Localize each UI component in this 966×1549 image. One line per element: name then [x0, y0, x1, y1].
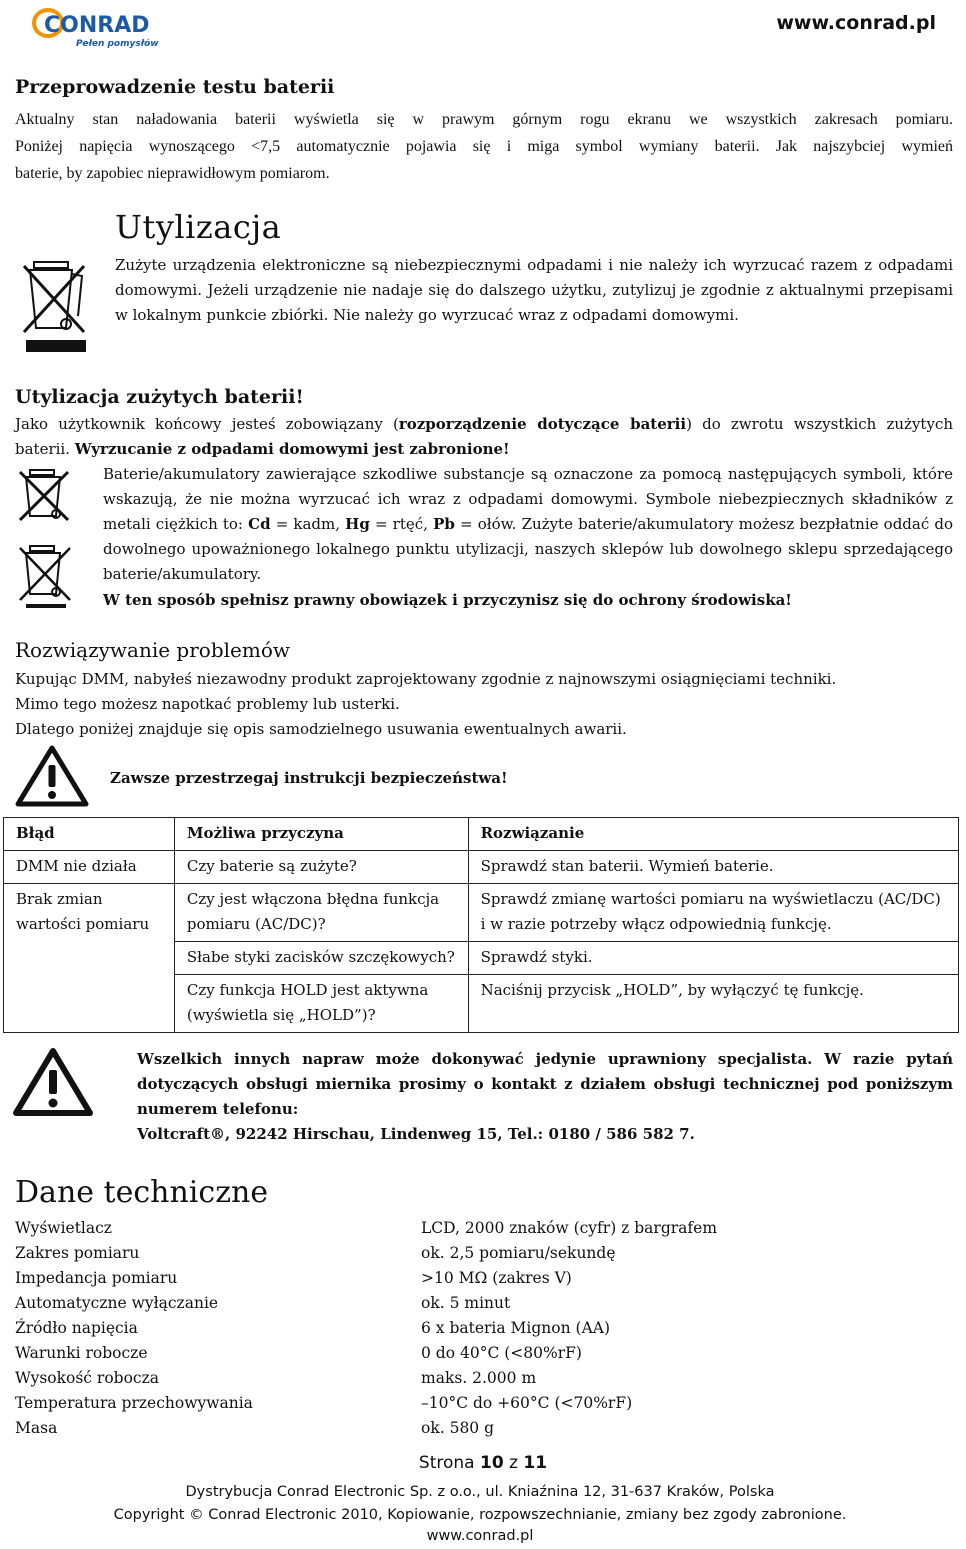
- spec-row: [15, 1319, 915, 1344]
- cell-solution: Sprawdź styki.: [468, 942, 958, 975]
- spec-value: 0 do 40°C (<80%rF): [421, 1344, 582, 1362]
- spec-label: Wyświetlacz: [15, 1219, 112, 1237]
- safety-warning: Zawsze przestrzegaj instrukcji bezpieczeństwa!: [110, 769, 508, 787]
- cell-cause: Słabe styki zacisków szczękowych?: [174, 942, 468, 975]
- spec-label: Warunki robocze: [15, 1344, 148, 1362]
- intro-line-3: Dlatego poniżej znajduje się opis samodzielnego usuwania ewentualnych awarii.: [15, 720, 627, 738]
- battery-test-heading: Przeprowadzenie testu baterii: [15, 76, 335, 98]
- bd-symbols-text: Baterie/akumulatory zawierające szkodliwe substancje są oznaczone za pomocą następujących symboli, które wskazują, że nie można wyrzucać ich wraz z odpadami domowymi. Symbole niebezpiecznych składników z metali ciężkich to:: [103, 465, 953, 533]
- symbol-cd-eq: = kadm,: [270, 515, 346, 533]
- page-current: 10: [480, 1453, 504, 1473]
- conrad-logo-graphic: [30, 6, 159, 50]
- symbol-hg: Hg: [345, 515, 370, 533]
- conrad-logo: [30, 6, 159, 50]
- spec-label: Automatyczne wyłączanie: [15, 1294, 219, 1312]
- page-total: 11: [523, 1453, 548, 1473]
- bd-regulation: rozporządzenie dotyczące baterii: [398, 415, 687, 433]
- spec-row: [15, 1294, 915, 1319]
- cell-solution: Sprawdź stan baterii. Wymień baterie.: [468, 851, 958, 884]
- battery-test-line-3: baterie, by zapobiec nieprawidłowym pomiarom.: [15, 165, 330, 182]
- spec-label: Masa: [15, 1419, 58, 1437]
- page-prefix: Strona: [418, 1453, 480, 1473]
- service-text: Wszelkich innych napraw może dokonywać jedynie uprawniony specjalista. W razie pytań dotyczących obsługi miernika prosimy o kontakt z działem obsługi technicznej pod poniższym numerem telefonu:: [137, 1050, 953, 1118]
- battery-disposal-heading: Utylizacja zużytych baterii!: [15, 386, 304, 408]
- spec-label: Impedancja pomiaru: [15, 1269, 178, 1287]
- logo-text: CONRAD: [44, 13, 150, 38]
- cell-error: Brak zmian wartości pomiaru: [4, 884, 175, 1033]
- spec-row: [15, 1244, 915, 1269]
- logo-tagline: Pełen pomysłów: [76, 39, 159, 49]
- troubleshooting-table: [3, 817, 959, 1033]
- service-contact: Voltcraft®, 92242 Hirschau, Lindenweg 15, Tel.: 0180 / 586 582 7.: [137, 1125, 695, 1143]
- battery-test-paragraph: [15, 106, 953, 187]
- cell-error: DMM nie działa: [4, 851, 175, 884]
- battery-disposal-paragraph-2: [103, 462, 953, 587]
- cell-cause: Czy jest włączona błędna funkcja pomiaru (AC/DC)?: [174, 884, 468, 942]
- spec-row: [15, 1369, 915, 1394]
- spec-row: [15, 1219, 915, 1244]
- spec-label: Temperatura przechowywania: [15, 1394, 253, 1412]
- cell-cause: Czy funkcja HOLD jest aktywna (wyświetla się „HOLD”)?: [174, 975, 468, 1033]
- header-url[interactable]: www.conrad.pl: [776, 12, 936, 34]
- battery-bin-icon-1: [16, 466, 74, 528]
- header-solution: Rozwiązanie: [468, 818, 958, 851]
- spec-value: 6 x bateria Mignon (AA): [421, 1319, 611, 1337]
- cell-cause: Czy baterie są zużyte?: [174, 851, 468, 884]
- spec-value: ok. 580 g: [421, 1419, 495, 1437]
- footer-distribution: Dystrybucja Conrad Electronic Sp. z o.o., ul. Kniaźnina 12, 31-637 Kraków, Polska: [185, 1484, 775, 1500]
- bin-icon: [22, 256, 90, 356]
- spec-row: [15, 1344, 915, 1369]
- spec-row: [15, 1269, 915, 1294]
- header-cause: Możliwa przyczyna: [174, 818, 468, 851]
- spec-row: [15, 1419, 915, 1444]
- table-row: [4, 851, 959, 884]
- bd-text-c: ) do zwrotu wszystkich zużytych baterii.: [15, 415, 953, 458]
- battery-test-line-2: Poniżej napięcia wynoszącego <7,5 automatycznie pojawia się i miga symbol wymiany baterii. Jak najszybciej wymień: [15, 138, 953, 155]
- header-error: Błąd: [4, 818, 175, 851]
- bd-forbidden: Wyrzucanie z odpadami domowymi jest zabronione!: [74, 440, 510, 458]
- cell-solution: Sprawdź zmianę wartości pomiaru na wyświetlaczu (AC/DC) i w razie potrzeby włącz odpowiednią funkcję.: [468, 884, 958, 942]
- disposal-heading: Utylizacja: [115, 208, 282, 246]
- footer-copyright: Copyright © Conrad Electronic 2010, Kopiowanie, rozpowszechnianie, zmiany bez zgody zabronione.: [113, 1507, 847, 1523]
- troubleshooting-intro: [15, 667, 836, 742]
- intro-line-2: Mimo tego możesz napotkać problemy lub usterki.: [15, 695, 400, 713]
- spec-value: –10°C do +60°C (<70%rF): [421, 1394, 633, 1412]
- troubleshooting-heading: Rozwiązywanie problemów: [15, 638, 290, 662]
- bd-text-a: Jako użytkownik końcowy jesteś zobowiązany (: [15, 415, 399, 433]
- table-row: [4, 884, 959, 942]
- battery-disposal-paragraph-1: [15, 412, 953, 462]
- page-number: [0, 1453, 966, 1473]
- spec-value: >10 MΩ (zakres V): [421, 1269, 572, 1287]
- environment-statement: W ten sposób spełnisz prawny obowiązek i przyczynisz się do ochrony środowiska!: [103, 591, 792, 609]
- specs-heading: Dane techniczne: [15, 1175, 269, 1210]
- symbol-hg-eq: = rtęć,: [369, 515, 434, 533]
- spec-value: LCD, 2000 znaków (cyfr) z bargrafem: [421, 1219, 718, 1237]
- symbol-pb-eq: = ołów. Zużyte baterie/akumulatory możesz bezpłatnie oddać do dowolnego upoważnionego lokalnego punktu utylizacji, naszych sklepów lub dowolnego sklepu sprzedającego baterie/akumulatory.: [103, 515, 954, 583]
- spec-value: ok. 2,5 pomiaru/sekundę: [421, 1244, 616, 1262]
- spec-label: Zakres pomiaru: [15, 1244, 140, 1262]
- warning-icon: [16, 745, 88, 807]
- table-header-row: [4, 818, 959, 851]
- intro-line-1: Kupując DMM, nabyłeś niezawodny produkt zaprojektowany zgodnie z najnowszymi osiągnięciami techniki.: [15, 670, 837, 688]
- battery-test-line-1: Aktualny stan naładowania baterii wyświetla się w prawym górnym rogu ekranu we wszystkich zakresach pomiaru.: [15, 111, 953, 128]
- cell-solution: Naciśnij przycisk „HOLD”, by wyłączyć tę funkcję.: [468, 975, 958, 1033]
- spec-label: Źródło napięcia: [15, 1319, 138, 1337]
- page-mid: z: [503, 1453, 524, 1473]
- spec-row: [15, 1394, 915, 1419]
- battery-bin-icon-2: [16, 542, 76, 610]
- spec-value: maks. 2.000 m: [421, 1369, 537, 1387]
- spec-label: Wysokość robocza: [15, 1369, 160, 1387]
- symbol-pb: Pb: [433, 515, 455, 533]
- spec-value: ok. 5 minut: [421, 1294, 511, 1312]
- service-warning-icon: [14, 1048, 92, 1116]
- disposal-paragraph: Zużyte urządzenia elektroniczne są niebezpiecznymi odpadami i nie należy ich wyrzucać razem z odpadami domowymi. Jeżeli urządzenie nie nadaje się do dalszego użytku, zutylizuj je zgodnie z aktualnymi przepisami w lokalnym punkcie zbiórki. Nie należy go wyrzucać wraz z odpadami domowymi.: [115, 256, 953, 324]
- footer-url[interactable]: www.conrad.pl: [426, 1528, 534, 1544]
- symbol-cd: Cd: [248, 515, 271, 533]
